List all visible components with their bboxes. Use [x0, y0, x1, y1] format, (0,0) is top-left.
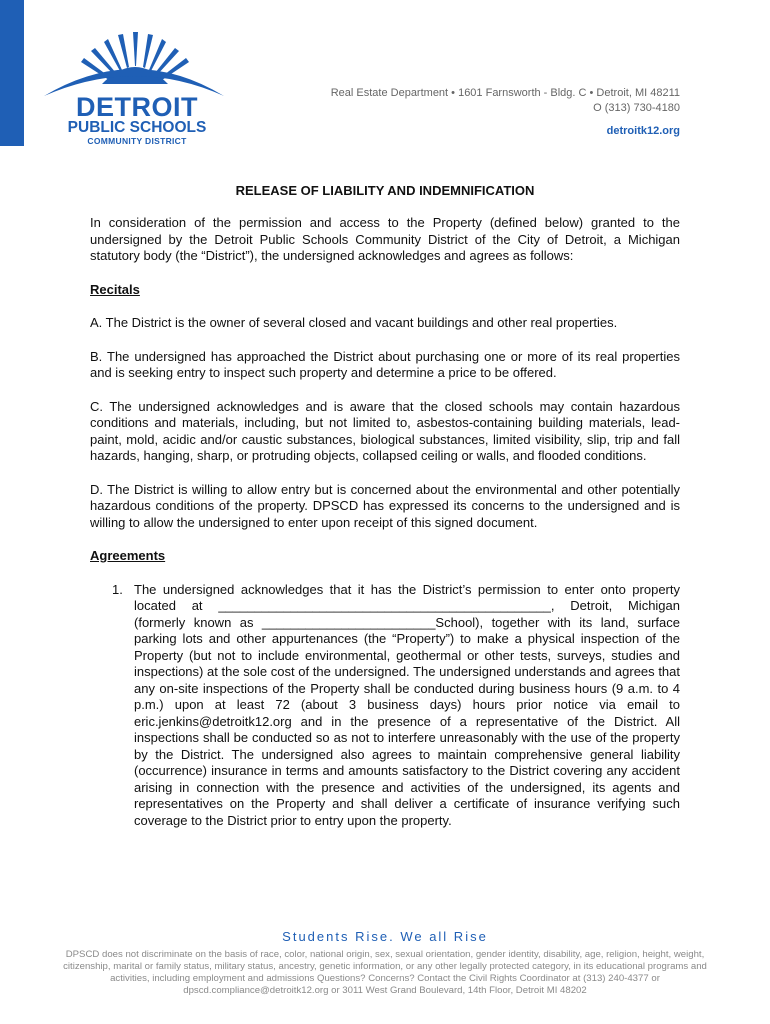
- recitals-heading: Recitals: [90, 281, 140, 297]
- agreement-item: [90, 582, 680, 830]
- logo-text-community-district: COMMUNITY DISTRICT: [87, 136, 187, 146]
- agreement-text: The undersigned acknowledges that it has the District’s permission to enter onto property located at ______________________________________________, Detroit, Michigan (formerly known as ________________________School), together with its land, surface parking lots and other appurtenances (the “Property”) to make a physical inspection of the Property (but not to include environmental, geothermal or other tests, surveys, studies and inspections) at the sole cost of the undersigned. The undersigned understands and agrees that any on-site inspections of the Property shall be conducted during business hours (9 a.m. to 4 p.m.) upon at least 72 (about 3 business days) hours prior notice via email to eric.jenkins@detroitk12.org and in the presence of a representative of the District. All inspections shall be conducted so as not to interfere unreasonably with the use of the property by the District. The undersigned also agrees to maintain comprehensive general liability (occurrence) insurance in terms and amounts satisfactory to the District covering any accident arising in connection with the presence and activities of the undersigned, its agents and representatives on the Property and shall deliver a certificate of insurance verifying such coverage to the District prior to entry upon the property.: [134, 581, 680, 828]
- district-logo: [40, 22, 230, 150]
- intro-paragraph: In consideration of the permission and access to the Property (defined below) granted to the undersigned by the Detroit Public Schools Community District of the City of Detroit, a Michigan statutory body (the “District”), the undersigned acknowledges and agrees as follows:: [90, 215, 680, 263]
- recital-b: B. The undersigned has approached the District about purchasing one or more of its real properties and is seeking entry to inspect such property and determine a price to be offered.: [90, 348, 680, 380]
- nondiscrimination-notice: DPSCD does not discriminate on the basis of race, color, national origin, sex, sexual orientation, gender identity, disability, age, religion, height, weight, citizenship, marital or family status, military status, ancestry, genetic information, or any other legally protected category, in its educational programs and activities, including employment and admissions Questions? Concerns? Contact the Civil Rights Coordinator at (313) 240-4377 or dpscd.compliance@detroitk12.org or 3011 West Grand Boulevard, 14th Floor, Detroit MI 48202: [63, 949, 707, 996]
- agreements-heading: Agreements: [90, 548, 166, 563]
- side-accent-bar: [0, 0, 24, 146]
- recital-a: A. The District is the owner of several closed and vacant buildings and other real properties.: [90, 315, 618, 330]
- website-link[interactable]: detroitk12.org: [606, 125, 680, 137]
- letterhead-address: Real Estate Department • 1601 Farnsworth - Bldg. C • Detroit, MI 48211: [330, 87, 680, 99]
- agreement-number: 1.: [112, 581, 123, 597]
- document-body: [90, 215, 680, 829]
- sunburst-logo-icon: [40, 22, 230, 100]
- logo-text-public-schools: PUBLIC SCHOOLS: [67, 119, 207, 136]
- recital-c: C. The undersigned acknowledges and is aware that the closed schools may contain hazardous conditions and materials, including, but not limited to, asbestos-containing building materials, lead-paint, mold, acidic and/or caustic substances, biological substances, limited visibility, slip, trip and fall hazards, hanging, sharp, or protruding objects, collapsed ceiling or walls, and flooded conditions.: [90, 398, 680, 463]
- letterhead-phone: O (313) 730-4180: [593, 102, 680, 114]
- document-title: RELEASE OF LIABILITY AND INDEMNIFICATION: [235, 183, 535, 198]
- agreements-list: [90, 582, 680, 830]
- footer-slogan: Students Rise. We all Rise: [282, 929, 488, 944]
- letterhead-contact: [331, 86, 680, 139]
- logo-text-detroit: DETROIT: [76, 92, 198, 122]
- page-footer: [60, 929, 710, 997]
- recital-d: D. The District is willing to allow entry but is concerned about the environmental and other potentially hazardous conditions of the property. DPSCD has expressed its concerns to the undersigned and is willing to allow the undersigned to enter upon receipt of this signed document.: [90, 481, 680, 530]
